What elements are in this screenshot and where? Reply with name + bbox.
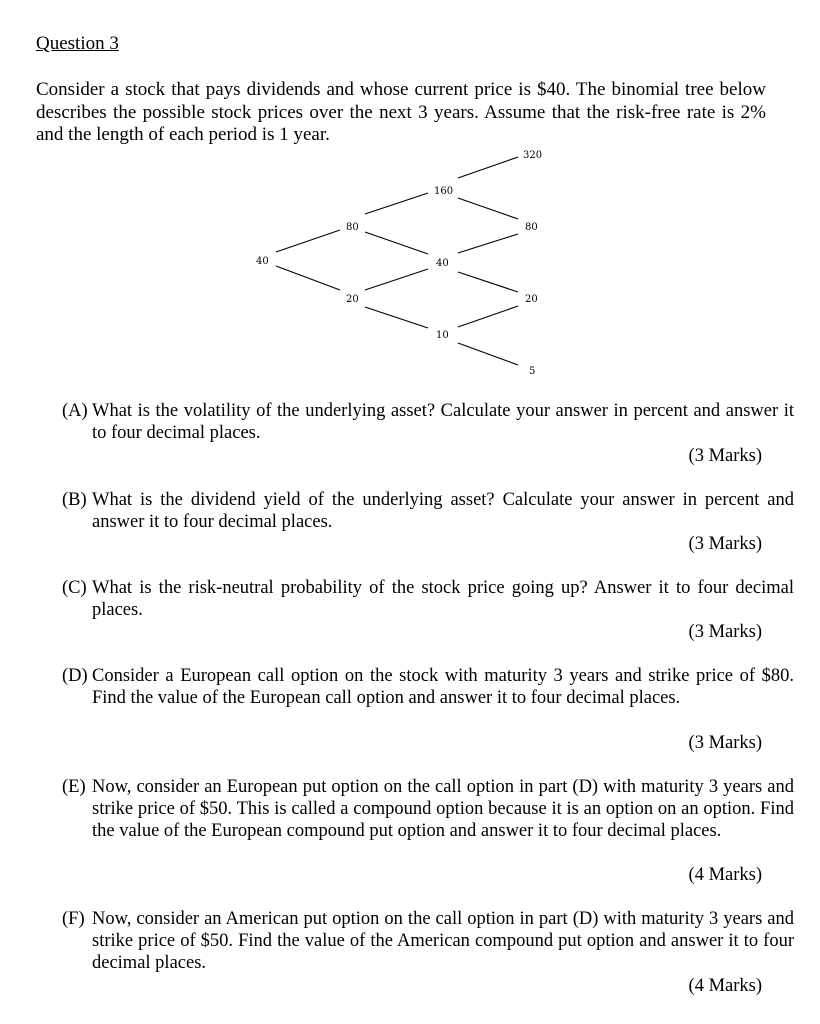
tree-edge bbox=[276, 266, 340, 290]
tree-edge bbox=[365, 307, 428, 328]
question-marks: (4 Marks) bbox=[688, 865, 762, 885]
tree-edge bbox=[365, 232, 428, 254]
question-letter: (E) bbox=[62, 777, 86, 797]
tree-edge bbox=[458, 157, 518, 178]
tree-node-dd: 10 bbox=[436, 330, 449, 341]
question-letter: (D) bbox=[62, 666, 88, 686]
tree-node-down: 20 bbox=[346, 294, 359, 305]
tree-edge bbox=[458, 198, 518, 219]
question-marks: (4 Marks) bbox=[688, 976, 762, 996]
tree-node-uud: 80 bbox=[525, 222, 538, 233]
tree-edge bbox=[276, 230, 340, 252]
tree-node-uuu: 320 bbox=[523, 150, 543, 161]
tree-edge bbox=[365, 193, 428, 214]
tree-edge bbox=[365, 269, 428, 290]
question-letter: (A) bbox=[62, 401, 88, 421]
question-marks: (3 Marks) bbox=[688, 622, 762, 642]
question-text: Consider a European call option on the stock with maturity 3 years and strike price of $80. Find the value of the European call option and answer it to four decimal places. bbox=[92, 666, 794, 708]
binomial-tree-diagram bbox=[0, 0, 820, 400]
question-marks: (3 Marks) bbox=[688, 733, 762, 753]
question-marks: (3 Marks) bbox=[688, 446, 762, 466]
tree-edge bbox=[458, 234, 518, 253]
tree-node-udd: 20 bbox=[525, 294, 538, 305]
question-marks: (3 Marks) bbox=[688, 534, 762, 554]
question-letter: (C) bbox=[62, 578, 87, 598]
question-letter: (B) bbox=[62, 490, 87, 510]
tree-node-ddd: 5 bbox=[529, 366, 536, 377]
question-heading: Question 3 bbox=[36, 33, 119, 54]
tree-node-up: 80 bbox=[346, 222, 359, 233]
question-intro: Consider a stock that pays dividends and whose current price is $40. The binomial tree below describes the possible stock prices over the next 3 years. Assume that the risk-free rate is 2% and the length of each period is 1 year. bbox=[36, 79, 766, 145]
tree-node-ud: 40 bbox=[436, 258, 449, 269]
tree-edge bbox=[458, 306, 518, 327]
question-text: What is the volatility of the underlying asset? Calculate your answer in percent and answer it to four decimal places. bbox=[92, 401, 794, 443]
question-text: Now, consider an American put option on the call option in part (D) with maturity 3 years and strike price of $50. Find the value of the American compound put option and answer it to four decimal places. bbox=[92, 909, 794, 973]
question-text: Now, consider an European put option on the call option in part (D) with maturity 3 years and strike price of $50. This is called a compound option because it is an option on an option. Find the value of the European compound put option and answer it to four decimal places. bbox=[92, 777, 794, 841]
tree-edge bbox=[458, 272, 518, 292]
question-letter: (F) bbox=[62, 909, 85, 929]
question-text: What is the risk-neutral probability of the stock price going up? Answer it to four decimal places. bbox=[92, 578, 794, 620]
tree-edge bbox=[458, 343, 518, 365]
question-text: What is the dividend yield of the underlying asset? Calculate your answer in percent and answer it to four decimal places. bbox=[92, 490, 794, 532]
tree-node-uu: 160 bbox=[434, 186, 454, 197]
tree-node-root: 40 bbox=[256, 256, 269, 267]
